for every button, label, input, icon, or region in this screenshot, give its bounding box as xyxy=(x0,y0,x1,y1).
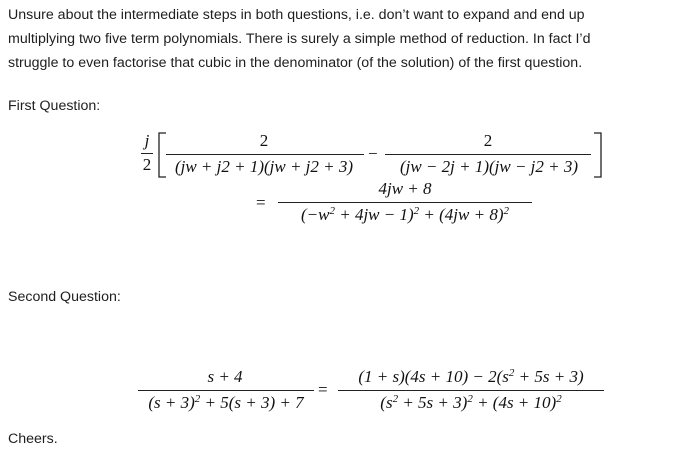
intro-line-1: Unsure about the intermediate steps in both questions, i.e. don’t want to expand and end up xyxy=(8,7,585,23)
intro-line-3: struggle to even factorise that cubic in the denominator (of the solution) of the first question. xyxy=(8,55,583,71)
q2-lhs-numerator: s + 4 xyxy=(207,367,243,386)
q2-rhs-numerator: $(1 + s)(4s + 10) - 2(s^2 + 5s + 3)$ xyxy=(358,367,584,386)
first-question-heading: First Question: xyxy=(8,98,101,114)
q1-coef-numerator: j xyxy=(144,131,150,150)
q2-rhs-rule xyxy=(338,390,604,391)
q1-term1-denominator: (jw + j2 + 1)(jw + j2 + 3) xyxy=(174,157,354,176)
q1-minus-sign: − xyxy=(368,144,378,163)
q1-result-denominator: $(-w^2 + 4jw - 1)^2 + (4jw + 8)^2$ xyxy=(301,205,509,224)
q1-term1-numerator: 2 xyxy=(259,131,269,150)
q1-result-rule xyxy=(278,202,532,203)
q1-term2-denominator: (jw − 2j + 1)(jw − j2 + 3) xyxy=(399,157,579,176)
q2-rhs-denominator: $(s^2 + 5s + 3)^2 + (4s + 10)^2$ xyxy=(380,393,562,412)
q1-term2-numerator: 2 xyxy=(483,131,493,150)
q1-term2-rule xyxy=(385,154,591,155)
q1-result-numerator: 4jw + 8 xyxy=(378,179,432,198)
q2-equals-sign: = xyxy=(318,380,328,399)
q1-coef-denominator: 2 xyxy=(142,155,152,174)
intro-paragraph xyxy=(8,3,688,75)
q1-term1-rule xyxy=(166,154,364,155)
closing-text: Cheers. xyxy=(8,431,58,447)
right-bracket-icon xyxy=(592,131,604,179)
intro-line-2: multiplying two five term polynomials. There is surely a simple method of reduction. In fact I’d xyxy=(8,31,591,47)
second-question-heading: Second Question: xyxy=(8,289,121,305)
q2-lhs-denominator: $(s + 3)^2 + 5(s + 3) + 7$ xyxy=(148,393,304,412)
q1-coef-rule xyxy=(141,153,153,154)
q2-lhs-rule xyxy=(138,390,314,391)
q1-equals-sign: = xyxy=(256,193,266,212)
